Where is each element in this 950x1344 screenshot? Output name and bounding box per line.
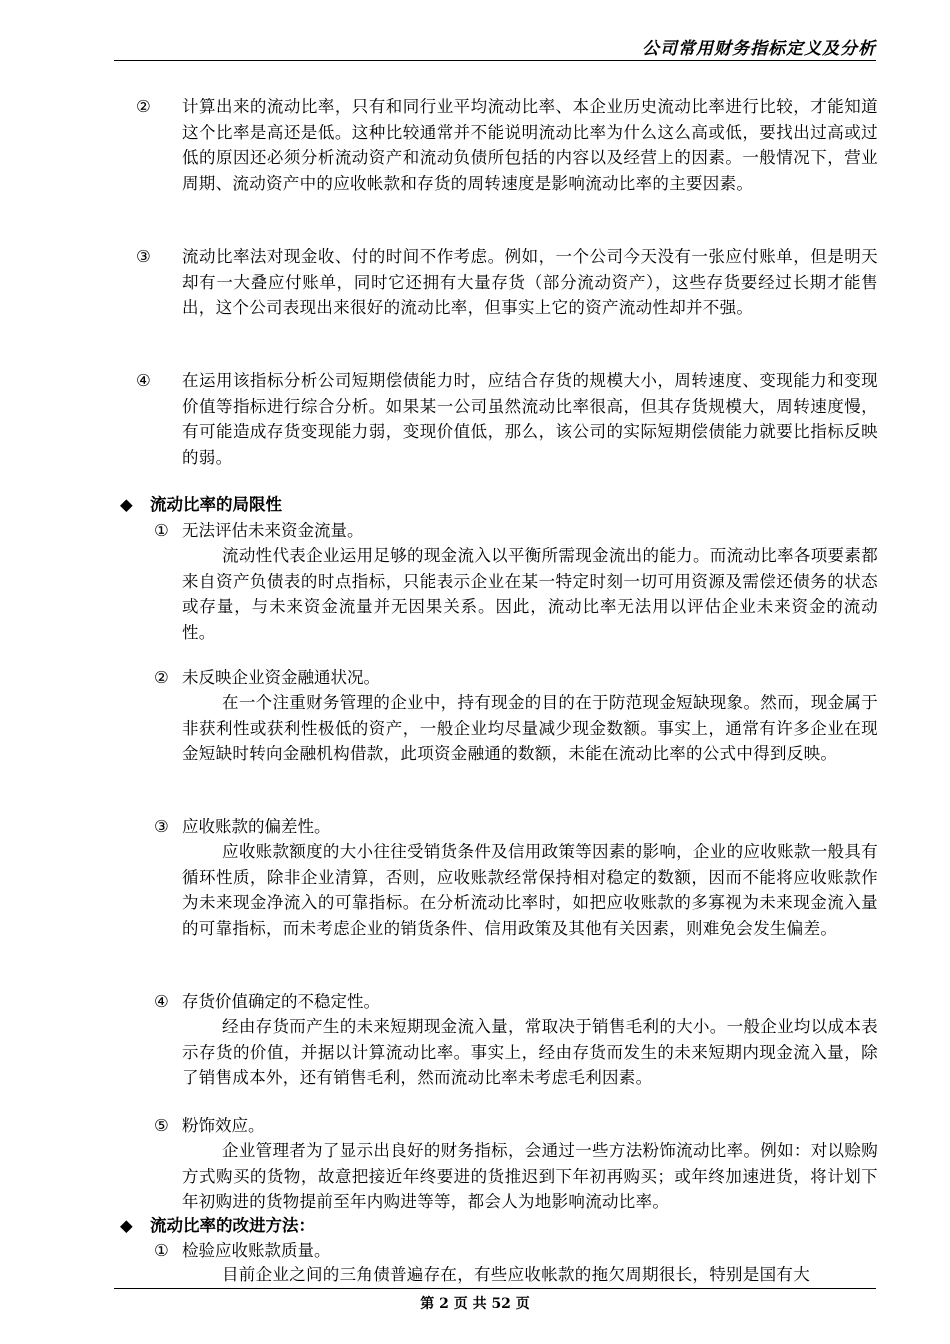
point-text: 在运用该指标分析公司短期偿债能力时，应结合存货的规模大小，周转速度、变现能力和变现价值等指标进行综合分析。如果某一公司虽然流动比率很高，但其存货规模大，周转速度慢，有可能造成存货变现能力弱，变现价值低，那么，该公司的实际短期偿债能力就要比指标反映的弱。 bbox=[182, 371, 878, 467]
subsection-title: ④ 存货价值确定的不稳定性。 bbox=[154, 992, 380, 1011]
point-text: 计算出来的流动比率，只有和同行业平均流动比率、本企业历史流动比率进行比较，才能知道这个比率是高还是低。这种比较通常并不能说明流动比率为什么这么高或低，要找出过高或过低的原因还必须分析流动资产和流动负债所包括的内容以及经营上的因素。一般情况下，营业周期、流动资产中的应收帐款和存货的周转速度是影响流动比率的主要因素。 bbox=[182, 97, 878, 193]
subsection-title: ① 检验应收账款质量。 bbox=[154, 1241, 331, 1260]
section-heading-limitations bbox=[120, 492, 282, 518]
header-rule bbox=[114, 60, 876, 61]
point-marker: ② bbox=[136, 97, 151, 116]
subsection-title: ② 未反映企业资金融通状况。 bbox=[154, 668, 380, 687]
subsection-body: 经由存货而产生的未来短期现金流入量，常取决于销售毛利的大小。一般企业均以成本表示存货的价值，并据以计算流动比率。事实上，经由存货而发生的未来短期内现金流入量，除了销售成本外，还有销售毛利，然而流动比率未考虑毛利因素。 bbox=[182, 1017, 878, 1087]
section-heading-improvement bbox=[120, 1213, 315, 1239]
diamond-bullet-icon: ◆ bbox=[120, 495, 133, 514]
point-text: 流动比率法对现金收、付的时间不作考虑。例如，一个公司今天没有一张应付账单，但是明天却有一大叠应付账单，同时它还拥有大量存货（部分流动资产），这些存货要经过长期才能售出，这个公司表现出来很好的流动比率，但事实上它的资产流动性却并不强。 bbox=[182, 247, 878, 317]
point-marker: ④ bbox=[136, 371, 151, 390]
footer-rule bbox=[114, 1288, 876, 1289]
header-title: 公司常用财务指标定义及分析 bbox=[642, 39, 876, 59]
subsection-title: ① 无法评估未来资金流量。 bbox=[154, 521, 364, 540]
subsection-title: ③ 应收账款的偏差性。 bbox=[154, 817, 331, 836]
subsection-body: 在一个注重财务管理的企业中，持有现金的目的在于防范现金短缺现象。然而，现金属于非获利性或获利性极低的资产，一般企业均尽量减少现金数额。事实上，通常有许多企业在现金短缺时转向金融机构借款，此项资金融通的数额，未能在流动比率的公式中得到反映。 bbox=[182, 693, 878, 763]
diamond-bullet-icon: ◆ bbox=[120, 1216, 133, 1235]
subsection-title: ⑤ 粉饰效应。 bbox=[154, 1116, 265, 1135]
section-title: 流动比率的局限性 bbox=[150, 495, 282, 514]
subsection-body: 目前企业之间的三角债普遍存在，有些应收帐款的拖欠周期很长，特别是国有大 bbox=[222, 1265, 810, 1284]
point-marker: ③ bbox=[136, 247, 151, 266]
section-title: 流动比率的改进方法： bbox=[150, 1216, 315, 1235]
page-number: 第 2 页 共 52 页 bbox=[420, 1296, 530, 1312]
subsection-body: 应收账款额度的大小往往受销货条件及信用政策等因素的影响，企业的应收账款一般具有循环性质，除非企业清算，否则，应收账款经常保持相对稳定的数额，因而不能将应收账款作为未来现金净流入的可靠指标。在分析流动比率时，如把应收账款的多寡视为未来现金流入量的可靠指标，而未考虑企业的销货条件、信用政策及其他有关因素，则难免会发生偏差。 bbox=[182, 842, 878, 938]
subsection-body: 企业管理者为了显示出良好的财务指标，会通过一些方法粉饰流动比率。例如：对以赊购方式购买的货物，故意把接近年终要进的货推迟到下年初再购买；或年终加速进货，将计划下年初购进的货物提前至年内购进等等，都会人为地影响流动比率。 bbox=[182, 1141, 878, 1211]
subsection-body: 流动性代表企业运用足够的现金流入以平衡所需现金流出的能力。而流动比率各项要素都来自资产负债表的时点指标，只能表示企业在某一特定时刻一切可用资源及需偿还债务的状态或存量，与未来资金流量并无因果关系。因此，流动比率无法用以评估企业未来资金的流动性。 bbox=[182, 546, 878, 642]
